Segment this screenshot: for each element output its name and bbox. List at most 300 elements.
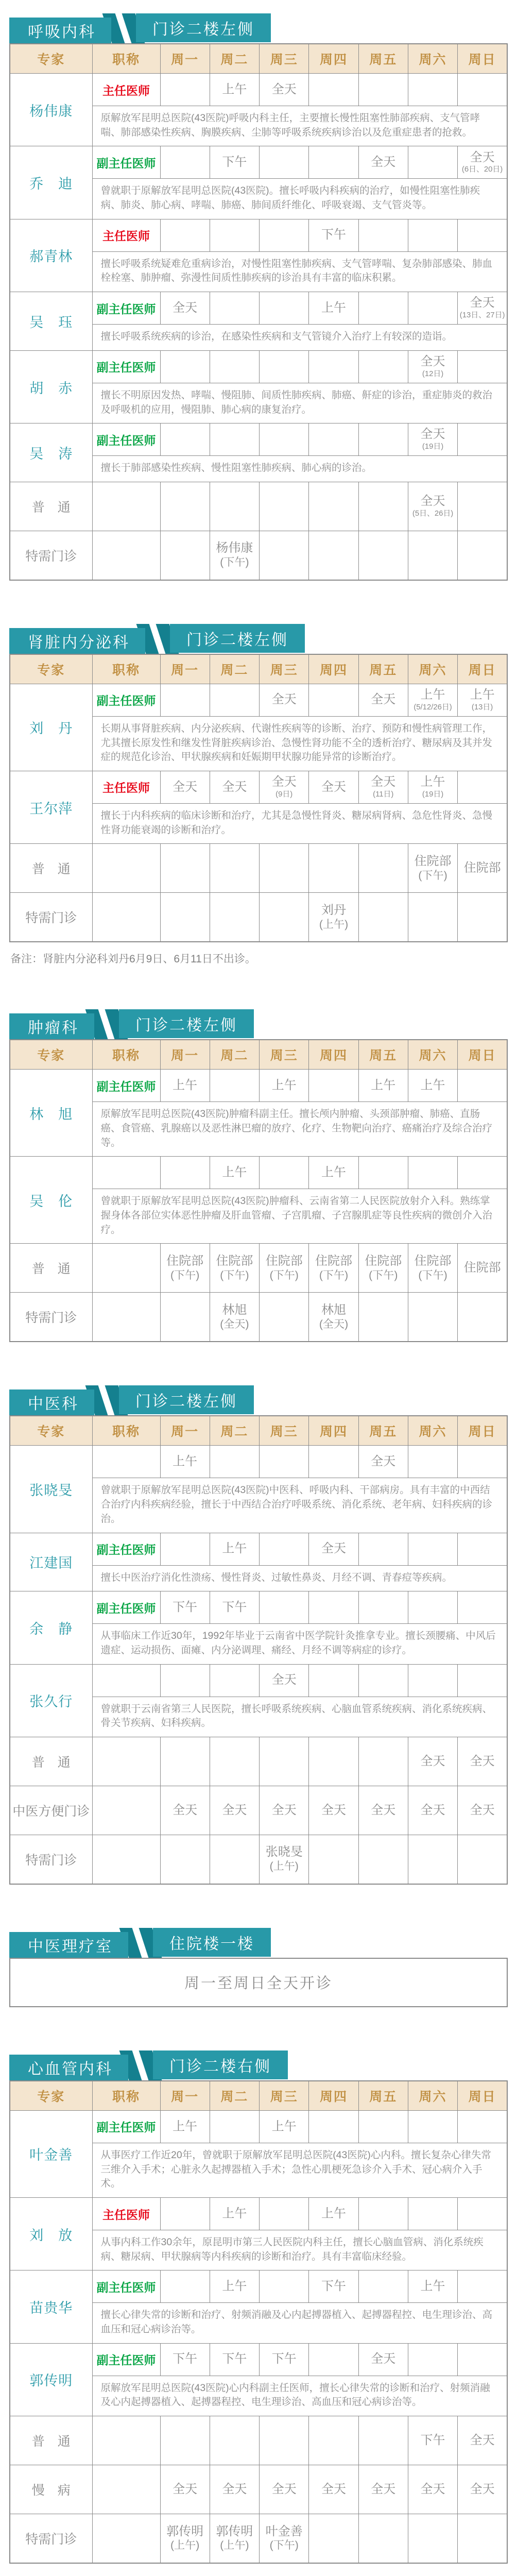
dept-tab [9,1928,508,1958]
schedule-cell [358,2270,408,2303]
schedule-cell [309,2465,358,2514]
schedule-cell-text: 林旭 [222,1302,247,1317]
schedule-cell-text: 全天 [321,779,346,794]
doctor-schedule-row [10,1533,507,1565]
schedule-cell [210,1446,259,1478]
schedule-cell [260,1591,309,1624]
schedule-cell-text: 上午 [173,1454,198,1469]
doctor-title: 副主任医师 [92,1070,160,1102]
schedule-cell [210,423,259,456]
schedule-cell-text: 全天 [271,82,297,96]
schedule-cell [210,219,259,251]
schedule-cell-text: 住院部 [315,1253,352,1268]
schedule-cell [260,74,309,106]
schedule-cell [458,684,507,716]
schedule-cell [309,350,358,383]
schedule-cell [458,1591,507,1624]
schedule-cell [160,1070,210,1102]
schedule-cell-text: 上午 [371,1078,396,1092]
schedule-cell-text: 上午 [420,2279,445,2293]
doctor-schedule-row [10,146,507,179]
schedule-cell [358,2110,408,2143]
schedule-cell [260,1786,309,1835]
schedule-cell [309,146,358,179]
schedule-cell [309,2198,358,2230]
schedule-cell-text: 全天 [271,2482,297,2496]
schedule-cell [260,2514,309,2564]
schedule-cell [408,292,457,325]
schedule-cell-subtext: (下午) [220,1269,249,1281]
doctor-desc: 曾就职于原解放军昆明总医院(43医院)中医科、呼吸内科、干部病房。具有丰富的中西结合治疗内科疾病经验，擅长于中西结合治疗呼吸系统、消化系统、老年病、妇科疾病的诊治。 [92,1478,507,1533]
column-header: 周五 [358,654,408,684]
schedule-cell [309,1293,358,1342]
schedule-cell-text: 上午 [420,688,445,702]
dept-name: 呼吸内科 [9,18,111,43]
doctor-desc: 擅长中医治疗消化性溃疡、慢性肾炎、过敏性鼻炎、月经不调、青春痘等疾病。 [92,1565,507,1591]
schedule-cell-text: 住院部 [463,860,501,875]
column-header: 职称 [92,2081,160,2111]
schedule-cell [458,1070,507,1102]
schedule-cell-text: 全天 [222,2482,247,2496]
schedule-cell [458,1835,507,1884]
schedule-cell-text: 全天 [420,2482,445,2496]
schedule-cell [210,893,259,942]
schedule-cell [408,2270,457,2303]
schedule-cell [358,2514,408,2564]
schedule-cell-text: 全天 [222,779,247,794]
schedule-cell [458,482,507,531]
extra-schedule-row [10,1835,507,1884]
schedule-cell [160,2514,210,2564]
doctor-name: 王尔萍 [10,771,92,843]
schedule-cell [458,350,507,383]
row-title-empty [92,1786,160,1835]
schedule-cell [358,423,408,456]
schedule-cell [260,684,309,716]
doctor-name: 郭传明 [10,2343,92,2416]
schedule-cell [260,893,309,942]
schedule-cell-subtext: (全天) [220,1318,249,1330]
schedule-cell [408,1446,457,1478]
schedule-cell [260,844,309,893]
schedule-cell [160,1533,210,1565]
schedule-cell [210,1664,259,1697]
dept-location: 门诊二楼左侧 [119,1385,254,1414]
schedule-cell-text: 全天 [371,692,396,707]
schedule-cell [309,482,358,531]
extra-schedule-row [10,1244,507,1293]
doctor-title: 副主任医师 [92,423,160,456]
doctor-schedule-row [10,771,507,803]
schedule-cell [260,2198,309,2230]
schedule-cell [358,771,408,803]
schedule-cell [309,1244,358,1293]
doctor-title [92,1157,160,1189]
schedule-cell [260,2343,309,2376]
schedule-cell [458,1244,507,1293]
doctor-name: 胡 赤 [10,350,92,423]
row-label: 特需门诊 [10,1835,92,1884]
schedule-cell-text: 上午 [222,1165,247,1179]
schedule-cell [408,2343,457,2376]
doctor-schedule-row [10,2198,507,2230]
schedule-cell [309,844,358,893]
schedule-cell [408,531,457,580]
schedule-cell [260,292,309,325]
schedule-cell-text: 上午 [420,1078,445,1092]
column-header-row [10,2081,507,2111]
schedule-cell [358,1244,408,1293]
dept-location: 住院楼一楼 [153,1928,271,1957]
schedule-cell-text: 全天 [271,1673,297,1687]
schedule-cell-subtext: (13日、27日) [459,311,505,320]
doctor-title: 副主任医师 [92,2270,160,2303]
schedule-cell [408,2514,457,2564]
schedule-cell [210,2110,259,2143]
doctor-title: 主任医师 [92,2198,160,2230]
schedule-table [9,1415,508,1885]
schedule-cell [210,1244,259,1293]
doctor-schedule-row [10,1446,507,1478]
schedule-cell [408,684,457,716]
row-label: 普 通 [10,482,92,531]
doctor-title: 副主任医师 [92,2343,160,2376]
schedule-cell [458,531,507,580]
schedule-cell-subtext: (5/12/26日) [413,703,452,711]
schedule-cell [408,1244,457,1293]
extra-schedule-row [10,844,507,893]
doctor-title: 副主任医师 [92,1533,160,1565]
schedule-cell [210,2198,259,2230]
doctor-schedule-row [10,219,507,251]
column-header: 专家 [10,654,92,684]
dept-name: 中医理疗室 [9,1932,128,1958]
schedule-cell [210,1591,259,1624]
doctor-name: 江建国 [10,1533,92,1591]
schedule-cell-text: 全天 [470,1803,495,1817]
schedule-cell-subtext: (11日) [373,790,394,799]
schedule-cell [160,1835,210,1884]
schedule-cell [358,219,408,251]
doctor-name: 吴 伦 [10,1157,92,1244]
schedule-cell-text: 全天 [470,1754,495,1768]
schedule-cell [210,2416,259,2465]
schedule-cell-text: 林旭 [321,1302,346,1317]
column-header: 周五 [358,44,408,74]
column-header: 周一 [160,1416,210,1446]
department-nephrology-endocrinology [9,624,508,966]
schedule-cell [210,1293,259,1342]
schedule-cell [408,1533,457,1565]
doctor-schedule-row [10,1157,507,1189]
schedule-cell [160,1244,210,1293]
schedule-cell [309,1737,358,1786]
doctor-schedule-row [10,350,507,383]
doctor-title: 主任医师 [92,74,160,106]
schedule-cell [309,74,358,106]
schedule-cell-subtext: (下午) [369,1269,398,1281]
column-header: 周三 [260,654,309,684]
schedule-cell [309,1591,358,1624]
dept-location: 门诊二楼左侧 [170,624,305,653]
schedule-cell [408,1664,457,1697]
row-title-empty [92,1835,160,1884]
column-header: 周一 [160,654,210,684]
schedule-cell [260,1157,309,1189]
schedule-cell [458,74,507,106]
schedule-cell-text: 上午 [222,1541,247,1556]
doctor-title: 主任医师 [92,219,160,251]
schedule-cell-subtext: (下午) [170,1269,200,1281]
doctor-title: 副主任医师 [92,1591,160,1624]
schedule-cell [358,1070,408,1102]
dept-location: 门诊二楼左侧 [136,13,271,42]
schedule-cell-text: 全天 [470,150,495,164]
schedule-cell [160,1786,210,1835]
schedule-cell-text: 上午 [271,2119,297,2133]
schedule-cell [260,423,309,456]
schedule-cell-text: 全天 [371,155,396,169]
schedule-cell-text: 下午 [222,2352,247,2366]
schedule-cell [260,2416,309,2465]
column-header: 周一 [160,1040,210,1070]
schedule-cell-text: 郭传明 [166,2524,204,2538]
row-label: 中医方便门诊 [10,1786,92,1835]
doctor-name: 余 静 [10,1591,92,1664]
schedule-cell [260,2110,309,2143]
schedule-cell [408,771,457,803]
schedule-cell [210,684,259,716]
schedule-cell [358,844,408,893]
schedule-cell [458,423,507,456]
schedule-cell-text: 上午 [222,2206,247,2221]
schedule-cell [260,771,309,803]
schedule-cell [408,219,457,251]
schedule-cell-text: 上午 [222,82,247,96]
schedule-cell-text: 全天 [271,775,297,789]
column-header-row [10,1040,507,1070]
column-header: 周二 [210,44,259,74]
column-header: 周四 [309,44,358,74]
doctor-desc: 擅长呼吸系统疑难危重病诊治，对慢性阻塞性肺疾病、支气管哮喘、复杂肺部感染、肺血栓栓塞、肺肿瘤、弥漫性间质性肺疾病的诊治具有丰富的临床积累。 [92,251,507,292]
schedule-cell [309,1835,358,1884]
schedule-cell-subtext: (下午) [220,556,249,569]
schedule-cell [210,2270,259,2303]
schedule-cell [408,893,457,942]
schedule-cell-text: 上午 [420,775,445,789]
schedule-cell [260,1446,309,1478]
schedule-cell [358,1533,408,1565]
extra-schedule-row [10,1293,507,1342]
schedule-cell-text: 全天 [173,1803,198,1817]
department-tcm-physiotherapy [9,1928,508,2007]
schedule-cell [210,1737,259,1786]
schedule-cell-text: 全天 [371,2352,396,2366]
schedule-cell-text: 住院部 [265,1253,303,1268]
column-header: 周四 [309,654,358,684]
schedule-cell-text: 刘丹 [321,903,346,917]
schedule-cell-subtext: (下午) [319,1269,349,1281]
schedule-cell [408,74,457,106]
schedule-cell [160,684,210,716]
dept-tab [9,13,508,43]
schedule-cell [160,350,210,383]
column-header: 周四 [309,1416,358,1446]
schedule-cell [458,292,507,325]
doctor-desc: 从事医疗工作近20年，曾就职于原解放军昆明总医院(43医院)心内科。擅长复杂心律失常三维介入手术；心脏永久起搏器植入手术；急性心肌梗死急诊介入手术、冠心病介入手术。 [92,2143,507,2197]
schedule-cell-text: 住院部 [365,1253,402,1268]
schedule-cell [458,1293,507,1342]
schedule-cell-text: 上午 [222,2279,247,2293]
schedule-cell-text: 全天 [371,2482,396,2496]
schedule-cell-text: 上午 [321,1165,346,1179]
schedule-cell-text: 全天 [222,1803,247,1817]
doctor-desc: 原解放军昆明总医院(43医院)心内科副主任医师，擅长心律失常的诊断和治疗、射频消融及心内起搏器植入、起搏器程控、电生理诊治、高血压和冠心病诊治等。 [92,2376,507,2416]
schedule-cell [458,1446,507,1478]
doctor-desc: 从事内科工作30余年，原昆明市第三人民医院内科主任，擅长心脑血管病、消化系统疾病、糖尿病、甲状腺病等内科疾病的诊断和治疗。具有丰富临床经验。 [92,2230,507,2270]
schedule-cell-subtext: (上午) [319,918,349,930]
schedule-cell-subtext: (下午) [418,1269,447,1281]
schedule-cell [210,1070,259,1102]
schedule-cell [309,2514,358,2564]
doctor-schedule-row [10,74,507,106]
schedule-cell-text: 全天 [371,1454,396,1469]
schedule-cell-text: 全天 [420,1754,445,1768]
schedule-cell-subtext: (19日) [422,790,444,799]
column-header: 周二 [210,2081,259,2111]
column-header: 周五 [358,2081,408,2111]
schedule-cell-text: 住院部 [166,1253,204,1268]
schedule-cell [458,146,507,179]
schedule-cell-text: 住院部 [414,854,452,868]
schedule-cell [358,2465,408,2514]
schedule-cell-text: 上午 [173,1078,198,1092]
schedule-cell-subtext: (12日) [422,369,444,378]
schedule-cell [358,1737,408,1786]
column-header: 周三 [260,2081,309,2111]
doctor-schedule-row [10,292,507,325]
schedule-cell [160,1293,210,1342]
row-label: 特需门诊 [10,2514,92,2564]
schedule-cell [309,219,358,251]
schedule-cell [309,2343,358,2376]
schedule-cell [160,844,210,893]
schedule-cell-text: 上午 [321,300,346,315]
schedule-cell [408,1786,457,1835]
schedule-cell [408,1070,457,1102]
schedule-cell-subtext: (上午) [170,2539,200,2552]
doctor-desc: 长期从事肾脏疾病、内分泌疾病、代谢性疾病等的诊断、治疗、预防和慢性病管理工作，尤其擅长原发性和继发性肾脏疾病诊治、急慢性肾功能不全的透析治疗、糖尿病及其并发症的规范化诊治、甲状腺疾病和妊娠期甲状腺功能异常的诊断治疗。 [92,716,507,771]
column-header: 职称 [92,1040,160,1070]
schedule-cell-text: 上午 [321,2206,346,2221]
schedule-cell [458,2110,507,2143]
schedule-cell [260,1244,309,1293]
schedule-cell-text: 全天 [470,2433,495,2447]
schedule-cell [160,531,210,580]
schedule-cell-text: 住院部 [414,1253,452,1268]
schedule-cell-text: 下午 [321,2279,346,2293]
column-header: 周二 [210,654,259,684]
schedule-cell-text: 全天 [321,2482,346,2496]
row-title-empty [92,531,160,580]
doctor-schedule-row [10,1664,507,1697]
dept-tab [9,1009,508,1039]
department-respiratory [9,13,508,581]
schedule-cell-text: 全天 [321,1541,346,1556]
column-header-row [10,1416,507,1446]
schedule-cell [210,531,259,580]
doctor-title: 副主任医师 [92,350,160,383]
column-header: 周六 [408,1416,457,1446]
schedule-cell [160,1664,210,1697]
extra-schedule-row [10,893,507,942]
schedule-cell-text: 张晓旻 [265,1845,303,1859]
schedule-cell [458,1737,507,1786]
schedule-cell [358,1157,408,1189]
doctor-name: 林 旭 [10,1070,92,1157]
schedule-cell [408,844,457,893]
doctor-name: 张久行 [10,1664,92,1737]
schedule-cell-text: 住院部 [216,1253,253,1268]
dept-tab [9,624,508,654]
schedule-cell-subtext: (上午) [269,1860,299,1873]
row-title-empty [92,482,160,531]
schedule-cell-text: 全天 [173,300,198,315]
schedule-cell [160,1446,210,1478]
schedule-cell [160,2110,210,2143]
schedule-cell-text: 住院部 [463,1261,501,1275]
column-header-row [10,44,507,74]
schedule-cell [160,1591,210,1624]
schedule-cell [160,1157,210,1189]
column-header: 专家 [10,44,92,74]
schedule-cell [309,684,358,716]
schedule-cell-text: 下午 [222,1600,247,1614]
schedule-cell [160,482,210,531]
extra-schedule-row [10,2514,507,2564]
row-label: 普 通 [10,1244,92,1293]
column-header: 专家 [10,2081,92,2111]
schedule-cell-text: 下午 [222,155,247,169]
schedule-cell [160,893,210,942]
schedule-cell-text: 下午 [173,1600,198,1614]
row-title-empty [92,844,160,893]
schedule-cell [358,531,408,580]
schedule-cell [309,2416,358,2465]
column-header: 周三 [260,1040,309,1070]
schedule-cell [458,844,507,893]
column-header: 周日 [458,1416,507,1446]
schedule-cell-subtext: (下午) [269,1269,299,1281]
schedule-cell [210,844,259,893]
schedule-cell [309,1157,358,1189]
row-title-empty [92,2416,160,2465]
column-header: 周三 [260,1416,309,1446]
extra-schedule-row [10,482,507,531]
schedule-cell [309,1786,358,1835]
column-header: 专家 [10,1416,92,1446]
schedule-cell-text: 上午 [271,1078,297,1092]
schedule-cell [358,1835,408,1884]
schedule-cell [458,219,507,251]
schedule-cell-text: 全天 [371,775,396,789]
schedule-cell [458,771,507,803]
doctor-schedule-row [10,2110,507,2143]
schedule-cell [458,2465,507,2514]
schedule-cell [358,1664,408,1697]
schedule-cell [358,74,408,106]
extra-schedule-row [10,2416,507,2465]
